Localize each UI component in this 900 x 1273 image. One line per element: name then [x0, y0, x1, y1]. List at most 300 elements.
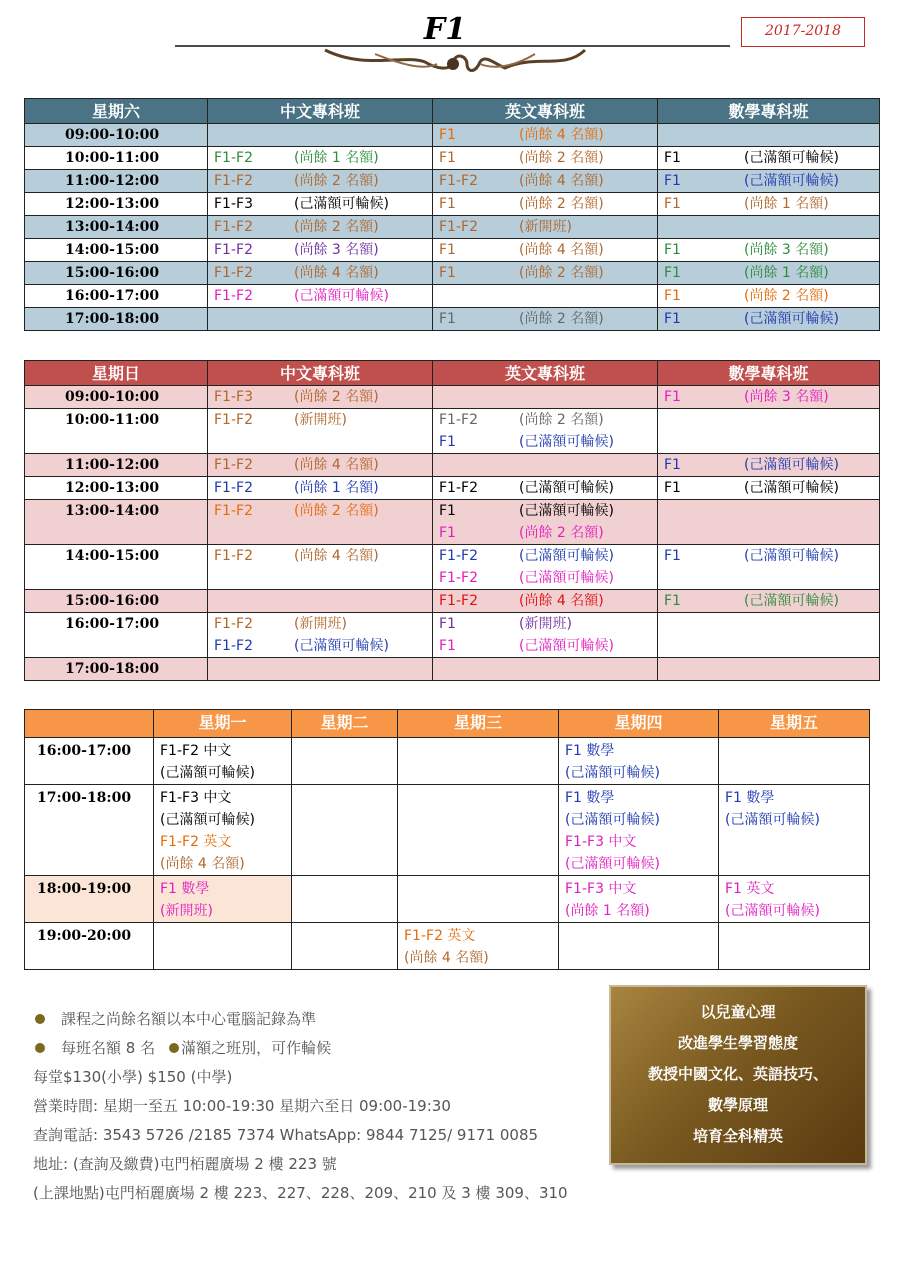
class-entry	[664, 386, 879, 408]
class-status: (尚餘 4 名額)	[519, 173, 604, 189]
class-grade: F1-F2	[439, 480, 478, 496]
class-entry	[439, 477, 657, 499]
column-header: 數學專科班	[658, 361, 880, 386]
class-cell	[658, 590, 880, 613]
class-status: (己滿額可輪候)	[519, 434, 614, 450]
class-line	[404, 787, 558, 809]
class-entry	[439, 193, 657, 215]
class-status: (尚餘 3 名額)	[744, 242, 829, 258]
weekday-table	[24, 709, 870, 970]
class-cell	[208, 239, 433, 262]
class-cell	[658, 193, 880, 216]
class-grade: F1-F2	[439, 593, 478, 609]
class-cell	[208, 658, 433, 681]
class-status: (尚餘 1 名額)	[744, 265, 829, 281]
class-grade: F1-F2	[214, 265, 253, 281]
class-entry	[664, 193, 879, 215]
class-line	[725, 925, 869, 947]
class-entry	[664, 477, 879, 499]
class-grade: F1	[439, 311, 456, 327]
class-cell	[208, 285, 433, 308]
bullet-icon	[35, 1043, 45, 1053]
class-entry	[214, 216, 432, 238]
class-status: (尚餘 2 名額)	[519, 311, 604, 327]
class-line: (尚餘 4 名額)	[160, 856, 245, 872]
class-status: (新開班)	[294, 412, 347, 428]
class-cell	[658, 613, 880, 658]
class-line	[298, 947, 397, 969]
class-entry	[214, 545, 432, 567]
class-line: (己滿額可輪候)	[160, 765, 255, 781]
class-cell	[398, 738, 559, 785]
class-cell	[154, 923, 292, 970]
class-entry	[439, 590, 657, 612]
class-entry	[439, 170, 657, 192]
class-line: F1 數學	[565, 743, 615, 759]
schedule-row	[25, 658, 880, 681]
class-status: (尚餘 4 名額)	[519, 127, 604, 143]
class-entry	[214, 477, 432, 499]
class-cell	[719, 923, 870, 970]
column-header: 星期四	[559, 710, 719, 738]
note-line: (上課地點)屯門栢麗廣場 2 樓 223、227、228、209、210 及 3 樓 309、310	[33, 1184, 568, 1202]
class-grade: F1	[439, 638, 456, 654]
class-cell	[208, 147, 433, 170]
class-status: (己滿額可輪候)	[744, 593, 839, 609]
class-cell	[433, 308, 658, 331]
class-entry	[439, 216, 657, 238]
class-cell	[433, 239, 658, 262]
class-grade: F1	[439, 196, 456, 212]
schedule-row	[25, 590, 880, 613]
class-status: (己滿額可輪候)	[519, 548, 614, 564]
class-cell	[658, 658, 880, 681]
class-grade: F1	[439, 265, 456, 281]
class-line	[725, 762, 869, 784]
class-status: (尚餘 2 名額)	[519, 150, 604, 166]
class-cell	[433, 409, 658, 454]
class-cell	[208, 262, 433, 285]
class-grade: F1-F3	[214, 389, 253, 405]
time-slot: 16:00-17:00	[25, 285, 208, 308]
class-entry	[214, 193, 432, 215]
class-grade: F1	[439, 525, 456, 541]
class-entry	[439, 567, 657, 589]
class-status: (己滿額可輪候)	[744, 548, 839, 564]
class-cell	[433, 500, 658, 545]
class-line	[298, 900, 397, 922]
class-entry	[439, 409, 657, 431]
time-slot: 15:00-16:00	[25, 590, 208, 613]
class-cell	[433, 386, 658, 409]
class-line: F1-F2 中文	[160, 743, 232, 759]
column-header: 星期一	[154, 710, 292, 738]
schedule-row	[25, 170, 880, 193]
class-cell	[398, 876, 559, 923]
schedule-row	[25, 454, 880, 477]
class-line	[160, 947, 291, 969]
class-status: (尚餘 3 名額)	[744, 389, 829, 405]
class-line	[725, 947, 869, 969]
time-slot: 09:00-10:00	[25, 386, 208, 409]
class-entry	[439, 262, 657, 284]
class-entry	[214, 262, 432, 284]
schedule-row	[25, 500, 880, 545]
class-line: F1 英文	[725, 881, 775, 897]
motto-line: 數學原理	[707, 1096, 768, 1114]
class-cell	[292, 876, 398, 923]
schedule-row	[25, 477, 880, 500]
class-entry	[439, 522, 657, 544]
class-status: (尚餘 4 名額)	[519, 242, 604, 258]
note-text: 滿額之班別，可作輪候	[181, 1039, 332, 1057]
class-cell	[433, 454, 658, 477]
class-grade: F1-F2	[214, 548, 253, 564]
class-grade: F1	[664, 242, 681, 258]
class-cell	[433, 262, 658, 285]
time-slot: 14:00-15:00	[25, 239, 208, 262]
class-cell	[208, 500, 433, 545]
class-line: (尚餘 4 名額)	[404, 950, 489, 966]
class-cell	[658, 285, 880, 308]
class-status: (尚餘 3 名額)	[294, 242, 379, 258]
motto-line: 教授中國文化、英語技巧、	[647, 1065, 828, 1083]
class-line: (尚餘 1 名額)	[565, 903, 650, 919]
column-header: 中文專科班	[208, 361, 433, 386]
class-cell	[154, 785, 292, 876]
column-header: 英文專科班	[433, 99, 658, 124]
note-text: 課程之尚餘名額以本中心電腦記錄為準	[61, 1010, 317, 1028]
sunday-table	[24, 360, 880, 681]
time-slot: 12:00-13:00	[25, 193, 208, 216]
class-status: (尚餘 4 名額)	[519, 593, 604, 609]
time-slot: 13:00-14:00	[25, 216, 208, 239]
class-grade: F1	[664, 288, 681, 304]
class-line	[404, 740, 558, 762]
schedule-row	[25, 147, 880, 170]
class-line	[404, 762, 558, 784]
class-cell	[292, 923, 398, 970]
schedule-row	[25, 239, 880, 262]
class-cell	[559, 923, 719, 970]
class-entry	[439, 147, 657, 169]
class-cell	[658, 216, 880, 239]
class-cell	[559, 876, 719, 923]
note-text: 每班名額 8 名	[61, 1039, 156, 1057]
class-grade: F1-F2	[214, 616, 253, 632]
motto-line: 改進學生學習態度	[677, 1034, 798, 1052]
note-line: 查詢電話: 3543 5726 /2185 7374 WhatsApp: 9844 7125/ 9171 0085	[33, 1126, 539, 1144]
note-line	[33, 1034, 568, 1063]
time-slot: 16:00-17:00	[25, 738, 154, 785]
class-line: F1-F3 中文	[160, 790, 232, 806]
class-grade: F1	[664, 548, 681, 564]
motto-line: 以兒童心理	[700, 1003, 776, 1021]
class-entry	[439, 308, 657, 330]
class-entry	[214, 635, 432, 657]
class-line: F1-F2 英文	[160, 834, 232, 850]
class-line	[404, 878, 558, 900]
column-header: 星期五	[719, 710, 870, 738]
class-cell	[433, 285, 658, 308]
class-entry	[439, 500, 657, 522]
ornament-divider	[175, 40, 730, 80]
class-status: (尚餘 2 名額)	[519, 412, 604, 428]
time-slot: 14:00-15:00	[25, 545, 208, 590]
class-entry	[214, 239, 432, 261]
class-line: F1-F3 中文	[565, 881, 637, 897]
motto-line: 培育全科精英	[692, 1127, 783, 1145]
class-status: (尚餘 2 名額)	[294, 173, 379, 189]
class-status: (尚餘 4 名額)	[294, 457, 379, 473]
class-grade: F1	[439, 616, 456, 632]
schedule-row	[25, 308, 880, 331]
column-header: 星期六	[25, 99, 208, 124]
class-line	[298, 925, 397, 947]
class-grade: F1-F2	[214, 242, 253, 258]
class-cell	[658, 239, 880, 262]
class-entry	[664, 170, 879, 192]
class-grade: F1	[664, 150, 681, 166]
class-entry	[214, 147, 432, 169]
schedule-row	[25, 409, 880, 454]
class-status: (尚餘 4 名額)	[294, 548, 379, 564]
class-entry	[214, 409, 432, 431]
class-status: (尚餘 2 名額)	[294, 219, 379, 235]
class-grade: F1-F2	[214, 412, 253, 428]
schedule-row	[25, 545, 880, 590]
time-slot: 18:00-19:00	[25, 876, 154, 923]
class-grade: F1-F2	[439, 412, 478, 428]
schedule-row	[25, 124, 880, 147]
class-line: (己滿額可輪候)	[725, 903, 820, 919]
time-slot: 19:00-20:00	[25, 923, 154, 970]
class-line	[160, 925, 291, 947]
class-status: (新開班)	[294, 616, 347, 632]
note-line: 營業時間: 星期一至五 10:00-19:30 星期六至日 09:00-19:30	[33, 1097, 451, 1115]
bullet-icon	[35, 1014, 45, 1024]
year-badge: 2017-2018	[741, 17, 865, 47]
class-cell	[398, 923, 559, 970]
class-entry	[439, 239, 657, 261]
class-cell	[433, 147, 658, 170]
class-line: (新開班)	[160, 903, 213, 919]
note-line: 地址: (查詢及繳費)屯門栢麗廣場 2 樓 223 號	[33, 1155, 337, 1173]
class-cell	[208, 477, 433, 500]
class-status: (尚餘 2 名額)	[519, 265, 604, 281]
class-entry	[439, 635, 657, 657]
schedule-row	[25, 738, 870, 785]
class-status: (尚餘 2 名額)	[294, 389, 379, 405]
class-status: (新開班)	[519, 616, 572, 632]
class-grade: F1	[664, 389, 681, 405]
class-cell	[292, 785, 398, 876]
class-line: F1 數學	[725, 790, 775, 806]
class-grade: F1	[439, 150, 456, 166]
class-status: (新開班)	[519, 219, 572, 235]
class-line: (己滿額可輪候)	[725, 812, 820, 828]
class-entry	[664, 262, 879, 284]
class-grade: F1	[439, 242, 456, 258]
class-grade: F1-F2	[214, 219, 253, 235]
column-header: 星期二	[292, 710, 398, 738]
class-status: (己滿額可輪候)	[744, 150, 839, 166]
class-line: F1 數學	[565, 790, 615, 806]
class-status: (尚餘 4 名額)	[294, 265, 379, 281]
class-cell	[433, 216, 658, 239]
class-entry	[664, 239, 879, 261]
class-entry	[214, 170, 432, 192]
class-status: (尚餘 1 名額)	[744, 196, 829, 212]
page-title: F1	[423, 12, 467, 47]
class-cell	[208, 545, 433, 590]
class-line	[725, 740, 869, 762]
column-header: 英文專科班	[433, 361, 658, 386]
class-cell	[154, 738, 292, 785]
class-status: (尚餘 1 名額)	[294, 480, 379, 496]
time-slot: 17:00-18:00	[25, 658, 208, 681]
class-grade: F1-F2	[439, 219, 478, 235]
class-entry	[664, 308, 879, 330]
class-entry	[439, 124, 657, 146]
class-line	[565, 925, 718, 947]
class-cell	[208, 409, 433, 454]
schedule-row	[25, 785, 870, 876]
class-status: (己滿額可輪候)	[294, 196, 389, 212]
time-slot: 11:00-12:00	[25, 454, 208, 477]
class-cell	[208, 386, 433, 409]
class-line	[404, 809, 558, 831]
class-cell	[433, 170, 658, 193]
class-cell	[658, 262, 880, 285]
class-line	[298, 740, 397, 762]
class-cell	[559, 785, 719, 876]
class-entry	[439, 613, 657, 635]
class-grade: F1	[664, 593, 681, 609]
class-grade: F1-F2	[214, 480, 253, 496]
class-cell	[658, 386, 880, 409]
class-entry	[664, 590, 879, 612]
class-cell	[658, 500, 880, 545]
class-cell	[433, 658, 658, 681]
class-status: (己滿額可輪候)	[294, 288, 389, 304]
class-status: (尚餘 2 名額)	[519, 525, 604, 541]
notes-section	[33, 1005, 568, 1208]
time-slot: 10:00-11:00	[25, 409, 208, 454]
class-grade: F1	[439, 503, 456, 519]
class-line	[404, 900, 558, 922]
class-grade: F1	[664, 480, 681, 496]
class-cell	[208, 454, 433, 477]
class-status: (己滿額可輪候)	[744, 173, 839, 189]
class-cell	[208, 590, 433, 613]
class-line	[298, 878, 397, 900]
time-slot: 11:00-12:00	[25, 170, 208, 193]
class-cell	[433, 193, 658, 216]
class-status: (己滿額可輪候)	[294, 638, 389, 654]
class-status: (尚餘 2 名額)	[744, 288, 829, 304]
column-header: 星期三	[398, 710, 559, 738]
class-grade: F1	[664, 173, 681, 189]
class-entry	[214, 500, 432, 522]
class-status: (己滿額可輪候)	[519, 638, 614, 654]
schedule-row	[25, 262, 880, 285]
column-header	[25, 710, 154, 738]
class-entry	[214, 285, 432, 307]
class-line: (己滿額可輪候)	[565, 765, 660, 781]
class-cell	[208, 216, 433, 239]
time-slot: 12:00-13:00	[25, 477, 208, 500]
class-entry	[439, 431, 657, 453]
header-row	[25, 710, 870, 738]
class-grade: F1	[439, 434, 456, 450]
class-grade: F1	[664, 457, 681, 473]
class-cell	[208, 170, 433, 193]
motto-box	[609, 985, 867, 1165]
class-cell	[208, 613, 433, 658]
class-line	[565, 947, 718, 969]
note-line	[33, 1005, 568, 1034]
class-line: F1 數學	[160, 881, 210, 897]
class-line: (己滿額可輪候)	[160, 812, 255, 828]
class-cell	[433, 590, 658, 613]
class-entry	[439, 545, 657, 567]
class-cell	[658, 170, 880, 193]
class-grade: F1-F2	[214, 457, 253, 473]
bullet-icon	[169, 1043, 179, 1053]
schedule-row	[25, 216, 880, 239]
class-status: (己滿額可輪候)	[744, 311, 839, 327]
class-grade: F1-F2	[439, 570, 478, 586]
class-entry	[664, 545, 879, 567]
class-grade: F1	[664, 311, 681, 327]
saturday-table	[24, 98, 880, 331]
class-entry	[664, 147, 879, 169]
class-line: (己滿額可輪候)	[565, 812, 660, 828]
class-entry	[664, 454, 879, 476]
class-cell	[658, 545, 880, 590]
class-status: (己滿額可輪候)	[744, 480, 839, 496]
schedule-row	[25, 876, 870, 923]
time-slot: 09:00-10:00	[25, 124, 208, 147]
class-cell	[208, 193, 433, 216]
class-status: (尚餘 2 名額)	[519, 196, 604, 212]
class-cell	[292, 738, 398, 785]
class-cell	[433, 477, 658, 500]
class-cell	[658, 147, 880, 170]
class-cell	[398, 785, 559, 876]
column-header: 中文專科班	[208, 99, 433, 124]
class-grade: F1-F2	[214, 288, 253, 304]
class-cell	[658, 477, 880, 500]
class-cell	[719, 738, 870, 785]
class-status: (己滿額可輪候)	[519, 503, 614, 519]
class-line	[298, 762, 397, 784]
class-status: (己滿額可輪候)	[744, 457, 839, 473]
schedule-row	[25, 613, 880, 658]
class-grade: F1-F2	[214, 503, 253, 519]
class-grade: F1	[664, 265, 681, 281]
time-slot: 13:00-14:00	[25, 500, 208, 545]
class-cell	[719, 876, 870, 923]
class-status: (己滿額可輪候)	[519, 480, 614, 496]
schedule-row	[25, 923, 870, 970]
class-cell	[719, 785, 870, 876]
class-entry	[214, 454, 432, 476]
class-cell	[433, 124, 658, 147]
class-entry	[214, 386, 432, 408]
time-slot: 17:00-18:00	[25, 308, 208, 331]
